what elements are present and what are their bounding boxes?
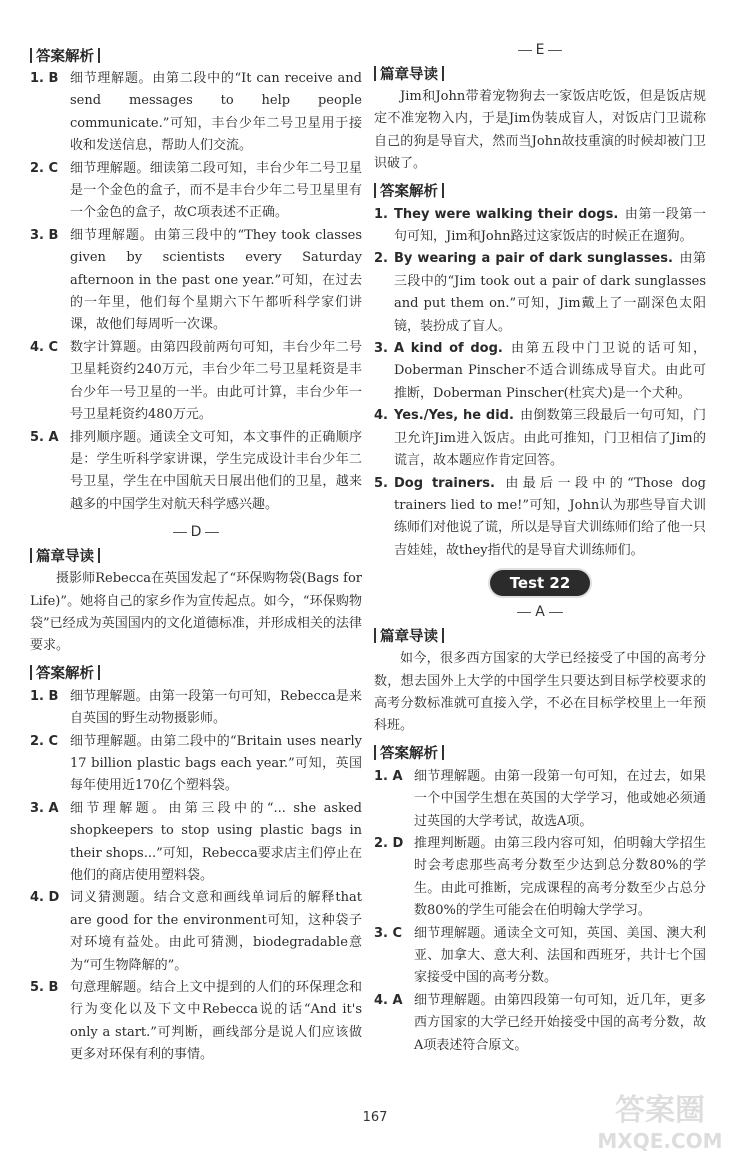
- header-bar-icon: [374, 183, 376, 198]
- chapter-guide-text: 如今，很多西方国家的大学已经接受了中国的高考分数，想去国外上大学的中国学生只要达到目标学校要求的高考分数标准就可直接入学，不必在目标学校里上一年预科班。: [374, 651, 706, 734]
- header-bar-icon: [30, 665, 32, 680]
- answer-list: [374, 766, 706, 1057]
- answer-key: A kind of dog.: [394, 341, 503, 357]
- answer-item: 2. D 推理判断题。由第三段内容可知，伯明翰大学招生时会考虑那些高考分数至少达到总分数80%的学生。由此可推断，完成课程的高考分数至少占总分数80%的学生可能会在伯明翰大学学习。: [374, 835, 706, 919]
- section-label-d: D: [30, 524, 362, 540]
- answer-item: 1. A 细节理解题。由第一段第一句可知，在过去，如果一个中国学生想在英国的大学学习，他或她必须通过英国的大学考试，故选A项。: [374, 768, 706, 829]
- answer-item: 5. B 句意理解题。结合上文中提到的人们的环保理念和行为变化以及下文中Rebecca说的话“And it's only a start.”可判断，画线部分是说人们应该做更多对环保有利的事情。: [30, 980, 362, 1063]
- watermark-logo: [580, 1086, 740, 1156]
- answer-list: [30, 686, 362, 1067]
- chapter-guide-text: 摄影师Rebecca在英国发起了“环保购物袋(Bags for Life)”。她将自己的家乡作为宣传起点。如今，“环保购物袋”已经成为英国国内的文化道德标准，并形成相关的法律要求。: [30, 571, 362, 654]
- left-column: [30, 40, 362, 1067]
- watermark-url: MXQE.COM: [597, 1129, 723, 1153]
- chapter-guide-header: 篇章导读: [374, 624, 706, 646]
- header-bar-icon: [98, 665, 100, 680]
- answer-analysis-header: 答案解析: [374, 180, 706, 202]
- header-bar-icon: [374, 745, 376, 760]
- header-bar-icon: [442, 628, 444, 643]
- answer-key: Yes./Yes, he did.: [394, 408, 514, 424]
- header-bar-icon: [30, 548, 32, 563]
- answer-item: 3. B 细节理解题。由第三段中的“They took classes given by scientists every Saturday afternoon in the past one year.”可知，在过去的一年里，他们每个星期六下午都听科学家们讲课，故他们每周听一次课。: [30, 227, 362, 333]
- answer-item: 4. A 细节理解题。由第四段第一句可知，近几年，更多西方国家的大学已经开始接受中国的高考分数，故A项表述符合原文。: [374, 992, 706, 1053]
- header-bar-icon: [442, 183, 444, 198]
- test-badge: Test 22: [374, 570, 706, 596]
- header-bar-icon: [374, 628, 376, 643]
- answer-item: 5. A 排列顺序题。通读全文可知，本文事件的正确顺序是：学生听科学家讲课，学生完成设计丰台少年二号卫星，学生在中国航天日展出他们的卫星，越来越多的中国学生对航天科学感兴趣。: [30, 429, 362, 512]
- header-bar-icon: [30, 48, 32, 63]
- header-bar-icon: [374, 66, 376, 81]
- answer-item: 2. By wearing a pair of dark sunglasses. 由第三段中的“Jim took out a pair of dark sunglasses and put them on.”可知，Jim戴上了一副深色太阳镜，装扮成了盲人。: [374, 251, 706, 334]
- answer-list: [30, 68, 362, 516]
- answer-item: 2. C 细节理解题。细读第二段可知，丰台少年二号卫星是一个金色的盒子，而不是丰台少年二号卫星里有一个金色的盒子，故C项表述不正确。: [30, 160, 362, 221]
- answer-item: 1. B 细节理解题。由第一段第一句可知，Rebecca是来自英国的野生动物摄影师。: [30, 688, 362, 727]
- answer-item: 5. Dog trainers. 由最后一段中的“Those dog trainers lied to me!”可知，John认为那些导盲犬训练师们对他说了谎，所以是导盲犬训练师们给了他一只吉娃娃，故they指代的是导盲犬训练师们。: [374, 475, 707, 558]
- header-bar-icon: [98, 548, 100, 563]
- section-label-a: A: [374, 604, 706, 620]
- chapter-guide-header: 篇章导读: [30, 544, 362, 566]
- answer-item: 2. C 细节理解题。由第二段中的“Britain uses nearly 17 billion plastic bags each year.”可知，英国每年使用近170亿个塑料袋。: [30, 733, 362, 794]
- answer-item: 3. C 细节理解题。通读全文可知，英国、美国、澳大利亚、加拿大、意大利、法国和西班牙，共计七个国家接受中国的高考分数。: [374, 925, 706, 986]
- answer-item: 4. C 数字计算题。由第四段前两句可知，丰台少年二号卫星耗资约240万元，丰台少年二号卫星耗资是丰台少年一号卫星的一半。由此可计算，丰台少年一号卫星耗资约480万元。: [30, 339, 362, 423]
- answer-analysis-header: 答案解析: [30, 44, 362, 66]
- answer-item: 4. D 词义猜测题。结合文意和画线单词后的解释that are good for the environment可知，这种袋子对环境有益处。由此可猜测，biodegradable意为“可生物降解的”。: [30, 890, 362, 973]
- answer-analysis-header: 答案解析: [374, 742, 706, 764]
- right-column: [374, 40, 706, 1057]
- answer-key: By wearing a pair of dark sunglasses.: [394, 251, 673, 267]
- header-bar-icon: [98, 48, 100, 63]
- answer-item: 1. They were walking their dogs. 由第一段第一句可知，Jim和John路过这家饭店的时候正在遛狗。: [374, 206, 706, 245]
- answer-key: Dog trainers.: [394, 475, 495, 491]
- header-bar-icon: [442, 745, 444, 760]
- watermark-text: 答案圈: [615, 1093, 705, 1128]
- section-label-e: E: [374, 42, 706, 58]
- chapter-guide-text: Jim和John带着宠物狗去一家饭店吃饭，但是饭店规定不准宠物入内，于是Jim伪装成盲人，对饭店门卫谎称自己的狗是导盲犬，然而当John故技重演的时候却被门卫识破了。: [374, 89, 706, 172]
- answer-analysis-header: 答案解析: [30, 662, 362, 684]
- answer-item: 3. A kind of dog. 由第五段中门卫说的话可知，Doberman Pinscher不适合训练成导盲犬。由此可推断，Doberman Pinscher(杜宾犬)是一个犬种。: [374, 341, 706, 401]
- answer-list: [374, 204, 706, 563]
- chapter-guide-header: 篇章导读: [374, 62, 706, 84]
- header-bar-icon: [442, 66, 444, 81]
- page-number: 167: [362, 1110, 388, 1125]
- answer-item: 3. A 细节理解题。由第三段中的“... she asked shopkeepers to stop using plastic bags in their shops...”可知，Rebecca要求店主们停止在他们的商店使用塑料袋。: [30, 800, 362, 883]
- answer-item: 4. Yes./Yes, he did. 由倒数第三段最后一句可知，门卫允许Jim进入饭店。由此可推知，门卫相信了Jim的谎言，故本题应作肯定回答。: [374, 408, 706, 469]
- answer-key: They were walking their dogs.: [394, 206, 619, 222]
- answer-item: 1. B 细节理解题。由第二段中的“It can receive and send messages to help people communicate.”可知，丰台少年二号卫星用于接收和发送信息，帮助人们交流。: [30, 71, 362, 154]
